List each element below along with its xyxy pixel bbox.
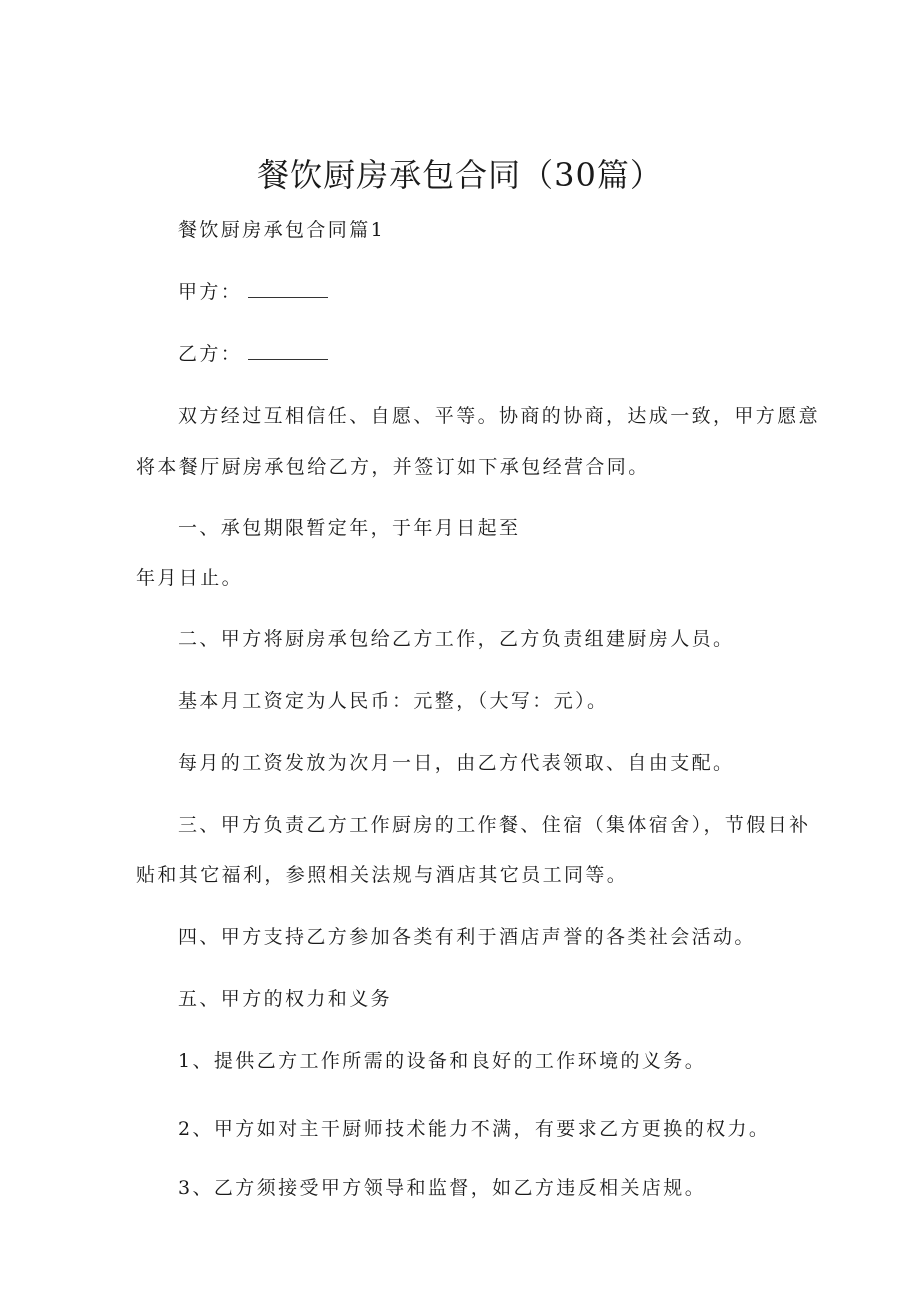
party-a-line [178,280,328,304]
paragraph-line: 将本餐厅厨房承包给乙方，并签订如下承包经营合同。 [136,456,650,478]
paragraph-line: 1、提供乙方工作所需的设备和良好的工作环境的义务。 [178,1050,707,1072]
party-b-label: 乙方： [178,343,243,365]
paragraph-line: 双方经过互相信任、自愿、平等。协商的协商，达成一致，甲方愿意 [178,405,821,427]
paragraph-line: 三、甲方负责乙方工作厨房的工作餐、住宿（集体宿舍），节假日补 [178,814,811,836]
paragraph-line: 3、乙方须接受甲方领导和监督，如乙方违反相关店规。 [178,1177,707,1199]
paragraph-line: 贴和其它福利，参照相关法规与酒店其它员工同等。 [136,864,629,886]
paragraph-line: 四、甲方支持乙方参加各类有利于酒店声誉的各类社会活动。 [178,926,756,948]
document-title: 餐饮厨房承包合同（30篇） [257,156,663,194]
paragraph-line: 每月的工资发放为次月一日，由乙方代表领取、自由支配。 [178,752,735,774]
paragraph-line: 二、甲方将厨房承包给乙方工作，乙方负责组建厨房人员。 [178,628,735,650]
paragraph-line: 五、甲方的权力和义务 [178,988,393,1010]
party-b-blank [248,345,328,360]
party-b-line [178,342,328,366]
section-heading: 餐饮厨房承包合同篇1 [178,219,386,241]
party-a-blank [248,283,328,298]
paragraph-line: 年月日止。 [136,567,244,589]
paragraph-line: 2、甲方如对主干厨师技术能力不满，有要求乙方更换的权力。 [178,1118,771,1140]
paragraph-line: 一、承包期限暂定年，于年月日起至 [178,517,521,539]
paragraph-line: 基本月工资定为人民币：元整，（大写：元）。 [178,690,609,712]
party-a-label: 甲方： [178,281,243,303]
